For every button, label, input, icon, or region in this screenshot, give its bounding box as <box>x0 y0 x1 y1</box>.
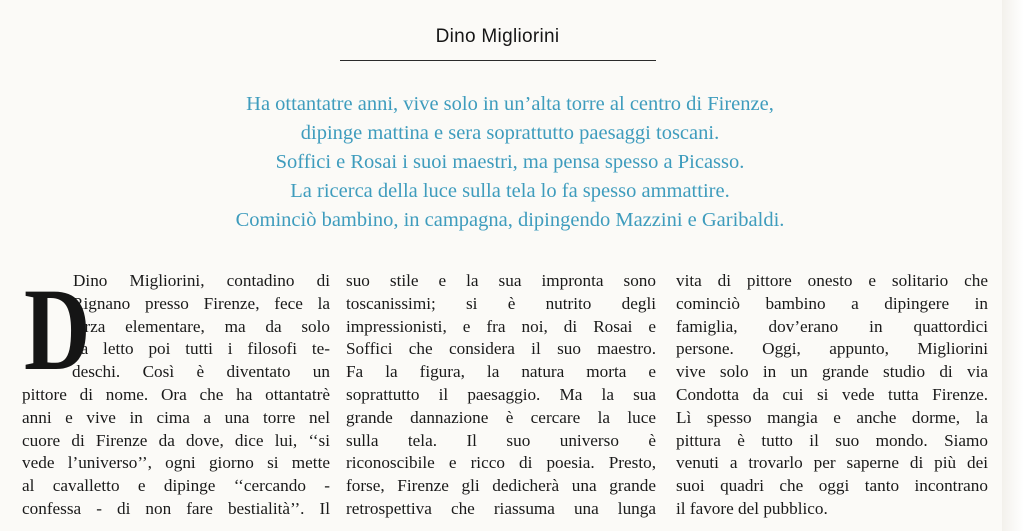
column-3 <box>676 270 988 520</box>
intro-line: dipinge mattina e sera soprattutto paesaggi toscani. <box>300 122 720 144</box>
text-line: venuti a trovarlo per saperne di più dei <box>676 453 988 473</box>
text-line: forse, Firenze gli dedicherà una grande <box>346 476 656 496</box>
text-line: persone. Oggi, appunto, Migliorini <box>676 339 988 359</box>
text-line: pittura è tutto il suo mondo. Siamo <box>676 430 988 450</box>
text-line: pittore di nome. Ora che ha ottantatrè <box>22 384 330 404</box>
text-line: retrospettiva che riassuma una lunga <box>346 498 656 518</box>
text-line: vede l’universo’’, ogni giorno si mette <box>22 453 330 473</box>
text-line: ha letto poi tutti i filosofi te- <box>72 339 330 359</box>
text-line: vive solo in un grande studio di via <box>676 362 988 382</box>
intro-standfirst <box>150 90 870 235</box>
text-line: Fa la figura, la natura morta e <box>346 362 656 382</box>
text-line: suoi quadri che oggi tanto incontrano <box>676 476 988 496</box>
intro-line: Soffici e Rosai i suoi maestri, ma pensa spesso a Picasso. <box>275 151 745 173</box>
text-line: anni e vive in cima a una torre nel <box>22 407 330 427</box>
text-line: sulla tela. Il suo universo è <box>346 430 656 450</box>
drop-cap: D <box>24 264 91 395</box>
text-line: deschi. Così è diventato un <box>72 362 330 382</box>
text-line: soprattutto il paesaggio. Ma la sua <box>346 384 656 404</box>
text-line: il favore del pubblico. <box>676 498 828 518</box>
text-line: terza elementare, ma da solo <box>72 316 330 336</box>
intro-line: Ha ottantatre anni, vive solo in un’alta torre al centro di Firenze, <box>246 93 774 115</box>
text-line: famiglia, dov’erano in quattordici <box>676 316 988 336</box>
text-line: riconoscibile e ricco di poesia. Presto, <box>346 453 656 473</box>
text-line: Dino Migliorini, contadino di <box>73 271 330 290</box>
intro-line: Cominciò bambino, in campagna, dipingendo Mazzini e Garibaldi. <box>235 209 785 231</box>
text-line: grande dannazione è cercare la luce <box>346 407 656 427</box>
text-line: suo stile e la sua impronta sono <box>346 271 656 290</box>
text-line: vita di pittore onesto e solitario che <box>676 271 988 290</box>
column-2 <box>346 270 656 520</box>
text-line: confessa - di non fare bestialità’’. Il <box>22 498 330 518</box>
text-line: Lì spesso mangia e anche dorme, la <box>676 407 988 427</box>
text-line: toscanissimi; si è nutrito degli <box>346 293 656 313</box>
text-line: cominciò bambino a dipingere in <box>676 293 988 313</box>
text-line: Soffici che considera il suo maestro. <box>346 339 656 359</box>
article-body <box>22 264 992 520</box>
intro-line: La ricerca della luce sulla tela lo fa spesso ammattire. <box>290 180 730 202</box>
text-line: impressionisti, e fra noi, di Rosai e <box>346 316 656 336</box>
title-underline <box>340 60 656 61</box>
text-line: cuore di Firenze da dove, dice lui, ‘‘si <box>22 430 330 450</box>
text-line: al cavalletto e dipinge ‘‘cercando - <box>22 476 330 496</box>
column-1 <box>22 264 330 520</box>
page-edge <box>1002 0 1024 531</box>
text-line: Rignano presso Firenze, fece la <box>72 293 330 313</box>
text-line: Condotta da cui si vede tutta Firenze. <box>676 384 988 404</box>
article-title: Dino Migliorini <box>435 26 560 47</box>
